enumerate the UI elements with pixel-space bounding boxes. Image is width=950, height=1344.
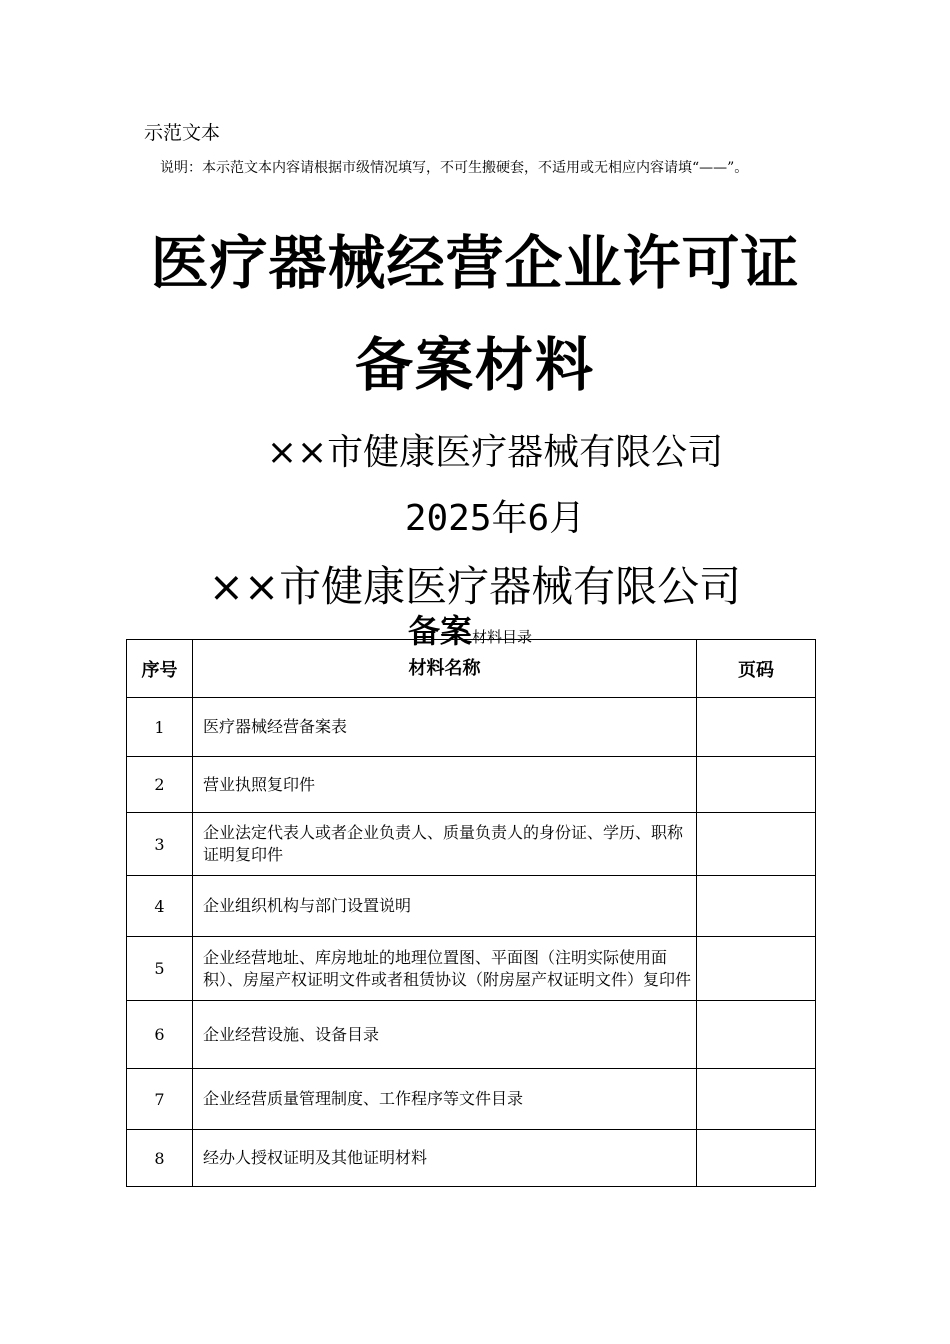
header-material-name: 材料名称 xyxy=(193,640,697,698)
row-material-name: 企业经营质量管理制度、工作程序等文件目录 xyxy=(193,1069,697,1130)
row-material-name: 企业经营设施、设备目录 xyxy=(193,1001,697,1069)
header-serial: 序号 xyxy=(127,640,193,698)
row-serial: 7 xyxy=(127,1069,193,1130)
table-row xyxy=(127,1001,816,1069)
row-serial: 4 xyxy=(127,876,193,937)
row-serial: 5 xyxy=(127,937,193,1001)
row-page xyxy=(696,757,815,813)
table-row xyxy=(127,937,816,1001)
row-material-name: 医疗器械经营备案表 xyxy=(193,698,697,757)
table-row xyxy=(127,876,816,937)
row-serial: 8 xyxy=(127,1130,193,1187)
instruction-note: 说明：本示范文本内容请根据市级情况填写，不可生搬硬套，不适用或无相应内容请填“——”。 xyxy=(160,160,749,176)
row-material-name: 企业经营地址、库房地址的地理位置图、平面图（注明实际使用面积）、房屋产权证明文件或者租赁协议（附房屋产权证明文件）复印件 xyxy=(193,937,697,1001)
toc-heading-main: 备案 xyxy=(408,612,473,650)
table-row xyxy=(127,813,816,876)
toc-company-name: ××市健康医疗器械有限公司 xyxy=(208,562,742,611)
row-material-name: 经办人授权证明及其他证明材料 xyxy=(193,1130,697,1187)
row-material-name: 企业法定代表人或者企业负责人、质量负责人的身份证、学历、职称证明复印件 xyxy=(193,813,697,876)
row-serial: 6 xyxy=(127,1001,193,1069)
row-page xyxy=(696,876,815,937)
header-page: 页码 xyxy=(696,640,815,698)
table-row xyxy=(127,1069,816,1130)
row-serial: 1 xyxy=(127,698,193,757)
row-page xyxy=(696,1001,815,1069)
toc-heading-tail: 材料目录 xyxy=(472,628,533,646)
table-header-row xyxy=(127,640,816,698)
row-page xyxy=(696,937,815,1001)
document-title: 医疗器械经营企业许可证 xyxy=(150,229,800,297)
materials-table xyxy=(126,639,816,1187)
row-serial: 2 xyxy=(127,757,193,813)
table-row xyxy=(127,757,816,813)
company-name: ××市健康医疗器械有限公司 xyxy=(266,432,724,473)
sample-text-label: 示范文本 xyxy=(144,122,221,144)
row-page xyxy=(696,1130,815,1187)
row-material-name: 营业执照复印件 xyxy=(193,757,697,813)
row-page xyxy=(696,813,815,876)
row-page xyxy=(696,698,815,757)
document-date: 2025年6月 xyxy=(404,498,586,539)
row-serial: 3 xyxy=(127,813,193,876)
document-subtitle: 备案材料 xyxy=(354,331,595,399)
table-row xyxy=(127,1130,816,1187)
row-material-name: 企业组织机构与部门设置说明 xyxy=(193,876,697,937)
table-row xyxy=(127,698,816,757)
row-page xyxy=(696,1069,815,1130)
